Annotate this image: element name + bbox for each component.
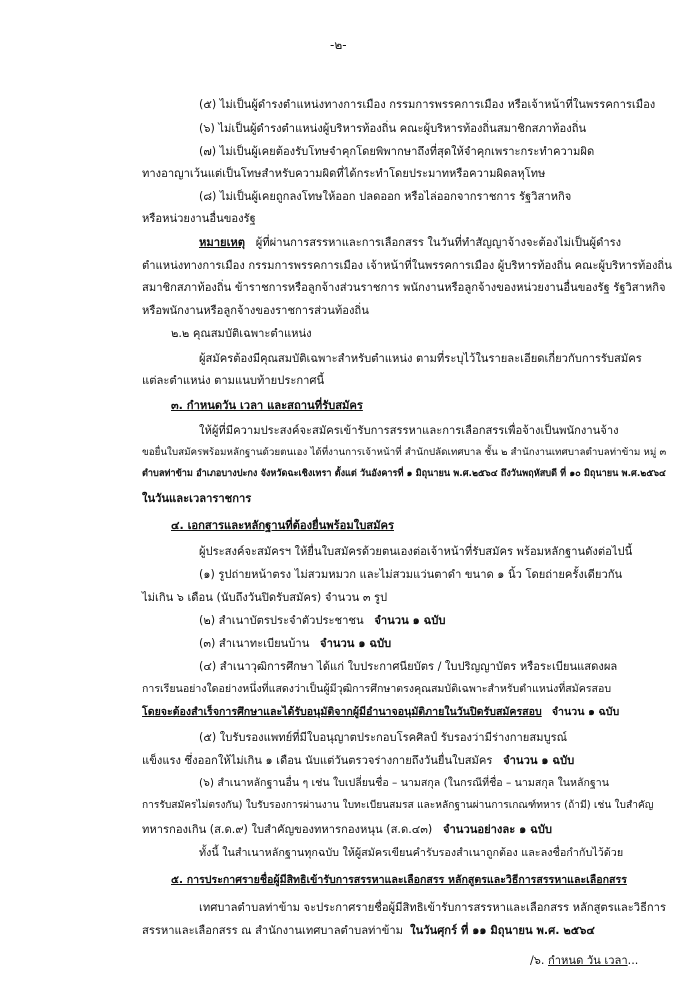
- continuation-suffix: ...: [627, 954, 639, 967]
- section-3-line-4: ในวันและเวลาราชการ: [142, 492, 252, 505]
- document-4-line-1: (๔) สำเนาวุฒิการศึกษา ได้แก่ ใบประกาศนียบัตร / ใบปริญญาบัตร หรือระเบียนแสดงผล: [199, 660, 618, 673]
- section-3-line-3: ตำบลท่าข้าม อำเภอบางปะกง จังหวัดฉะเชิงเทรา ตั้งแต่ วันอังคารที่ ๑ มิถุนายน พ.ศ.๒๕๖๔ ถึงวันพฤหัสบดี ที่ ๑๐ มิถุนายน พ.ศ.๒๕๖๔: [142, 469, 666, 479]
- continuation-prefix: /๖.: [530, 954, 545, 967]
- document-5-line-2: [142, 754, 574, 768]
- document-1-line-2: ไม่เกิน ๖ เดือน (นับถึงวันปิดรับสมัคร) จำนวน ๓ รูป: [142, 591, 388, 604]
- remark-line-2: ตำแหน่งทางการเมือง กรรมการพรรคการเมือง เจ้าหน้าที่ในพรรคการเมือง ผู้บริหารท้องถิ่น คณะผู้บริหารท้องถิ่น: [142, 259, 672, 272]
- section-5-line-1: เทศบาลตำบลท่าข้าม จะประกาศรายชื่อผู้มีสิทธิเข้ารับการสรรหาและเลือกสรร หลักสูตรและวิธีการ: [199, 901, 666, 914]
- document-6-line-1: (๖) สำเนาหลักฐานอื่น ๆ เช่น ใบเปลี่ยนชื่อ – นามสกุล (ในกรณีที่ชื่อ – นามสกุล ในหลักฐาน: [199, 777, 609, 789]
- document-4-line-2: การเรียนอย่างใดอย่างหนึ่งที่แสดงว่าเป็นผู้มีวุฒิการศึกษาตรงคุณสมบัติเฉพาะสำหรับตำแหน่งที่สมัครสอบ: [142, 683, 612, 695]
- document-5-text: แข็งแรง ซึ่งออกให้ไม่เกิน ๑ เดือน นับแต่วันตรวจร่างกายถึงวันยื่นใบสมัคร: [142, 754, 493, 767]
- page-number: -๒-: [330, 38, 347, 52]
- section-3-line-1: ให้ผู้ที่มีความประสงค์จะสมัครเข้ารับการสรรหาและการเลือกสรรเพื่อจ้างเป็นพนักงานจ้าง: [199, 424, 619, 437]
- document-3-count: จำนวน ๑ ฉบับ: [320, 637, 392, 650]
- qualification-item-8-line-2: หรือหน่วยงานอื่นของรัฐ: [142, 212, 256, 225]
- section-5-heading: ๕. การประกาศรายชื่อผู้มีสิทธิเข้ารับการสรรหาและเลือกสรร หลักสูตรและวิธีการสรรหาและเลือกสรร: [171, 874, 627, 886]
- section-5-line-2: [142, 924, 595, 938]
- document-4-line-3: [142, 706, 619, 719]
- section-2-2-heading: ๒.๒ คุณสมบัติเฉพาะตำแหน่ง: [171, 327, 312, 340]
- document-6-text: ทหารกองเกิน (ส.ด.๙) ใบสำคัญของทหารกองหนุน (ส.ด.๔๓): [142, 823, 433, 836]
- qualification-item-6: (๖) ไม่เป็นผู้ดำรงตำแหน่งผู้บริหารท้องถิ่น คณะผู้บริหารท้องถิ่นสมาชิกสภาท้องถิ่น: [199, 122, 587, 135]
- qualification-item-7-line-2: ทางอาญาเว้นแต่เป็นโทษสำหรับความผิดที่ได้กระทำโดยประมาทหรือความผิดลหุโทษ: [142, 167, 546, 180]
- qualification-item-8-line-1: (๘) ไม่เป็นผู้เคยถูกลงโทษให้ออก ปลดออก หรือไล่ออกจากราชการ รัฐวิสาหกิจ: [199, 190, 572, 203]
- section-4-note: ทั้งนี้ ในสำเนาหลักฐานทุกฉบับ ให้ผู้สมัครเขียนคำรับรองสำเนาถูกต้อง และลงชื่อกำกับไว้ด้วย: [199, 846, 624, 859]
- section-3-heading: ๓. กำหนดวัน เวลา และสถานที่รับสมัคร: [171, 399, 363, 412]
- remark-text: ผู้ที่ผ่านการสรรหาและการเลือกสรร ในวันที่ทำสัญญาจ้างจะต้องไม่เป็นผู้ดำรง: [255, 236, 622, 249]
- document-5-count: จำนวน ๑ ฉบับ: [503, 754, 575, 767]
- document-2-count: จำนวน ๑ ฉบับ: [374, 614, 446, 627]
- section-5-date: ในวันศุกร์ ที่ ๑๑ มิถุนายน พ.ศ. ๒๕๖๔: [410, 924, 595, 937]
- document-4-condition: โดยจะต้องสำเร็จการศึกษาและได้รับอนุมัติจากผู้มีอำนาจอนุมัติภายในวันปิดรับสมัครสอบ: [142, 706, 542, 718]
- remark-label: หมายเหตุ: [199, 236, 246, 249]
- document-6-line-2: การรับสมัครไม่ตรงกัน) ใบรับรองการผ่านงาน ใบทะเบียนสมรส และหลักฐานผ่านการเกณฑ์ทหาร (ถ้ามี) เช่น ใบสำคัญ: [142, 800, 654, 811]
- document-1-line-1: (๑) รูปถ่ายหน้าตรง ไม่สวมหมวก และไม่สวมแว่นตาดำ ขนาด ๑ นิ้ว โดยถ่ายครั้งเดียวกัน: [199, 568, 623, 581]
- remark-line-3: สมาชิกสภาท้องถิ่น ข้าราชการหรือลูกจ้างส่วนราชการ พนักงานหรือลูกจ้างของหน่วยงานอื่นของรัฐ รัฐวิสาหกิจ: [142, 281, 666, 294]
- section-4-intro: ผู้ประสงค์จะสมัครฯ ให้ยื่นใบสมัครด้วยตนเองต่อเจ้าหน้าที่รับสมัคร พร้อมหลักฐานดังต่อไปนี้: [199, 545, 633, 558]
- remark-line-1: [199, 236, 621, 250]
- document-6-count: จำนวนอย่างละ ๑ ฉบับ: [442, 823, 552, 836]
- remark-line-4: หรือพนักงานหรือลูกจ้างของราชการส่วนท้องถิ่น: [142, 304, 369, 317]
- section-2-2-line-1: ผู้สมัครต้องมีคุณสมบัติเฉพาะสำหรับตำแหน่ง ตามที่ระบุไว้ในรายละเอียดเกี่ยวกับการรับสมัคร: [199, 352, 642, 365]
- qualification-item-5: (๕) ไม่เป็นผู้ดำรงตำแหน่งทางการเมือง กรรมการพรรคการเมือง หรือเจ้าหน้าที่ในพรรคการเมือง: [199, 98, 656, 111]
- section-4-heading: ๔. เอกสารและหลักฐานที่ต้องยื่นพร้อมใบสมัคร: [171, 519, 394, 532]
- continuation-next-section: กำหนด วัน เวลา: [548, 954, 628, 967]
- document-3: [199, 637, 391, 651]
- section-5-place: สรรหาและเลือกสรร ณ สำนักงานเทศบาลตำบลท่าข้าม: [142, 924, 404, 937]
- document-4-count: จำนวน ๑ ฉบับ: [551, 706, 620, 718]
- document-5-line-1: (๕) ใบรับรองแพทย์ที่มีใบอนุญาตประกอบโรคศิลป์ รับรองว่ามีร่างกายสมบูรณ์: [199, 731, 568, 744]
- document-3-text: (๓) สำเนาทะเบียนบ้าน: [199, 637, 310, 650]
- document-6-line-3: [142, 823, 552, 837]
- section-2-2-line-2: แต่ละตำแหน่ง ตามแนบท้ายประกาศนี้: [142, 374, 325, 387]
- document-2: [199, 614, 445, 628]
- document-2-text: (๒) สำเนาบัตรประจำตัวประชาชน: [199, 614, 364, 627]
- continuation-note: [530, 954, 638, 968]
- section-3-line-2: ขอยื่นใบสมัครพร้อมหลักฐานด้วยตนเอง ได้ที่งานการเจ้าหน้าที่ สำนักปลัดเทศบาล ชั้น ๒ สำนักงานเทศบาลตำบลท่าข้าม หมู่ ๓: [142, 447, 667, 458]
- qualification-item-7-line-1: (๗) ไม่เป็นผู้เคยต้องรับโทษจำคุกโดยพิพากษาถึงที่สุดให้จำคุกเพราะกระทำความผิด: [199, 145, 595, 158]
